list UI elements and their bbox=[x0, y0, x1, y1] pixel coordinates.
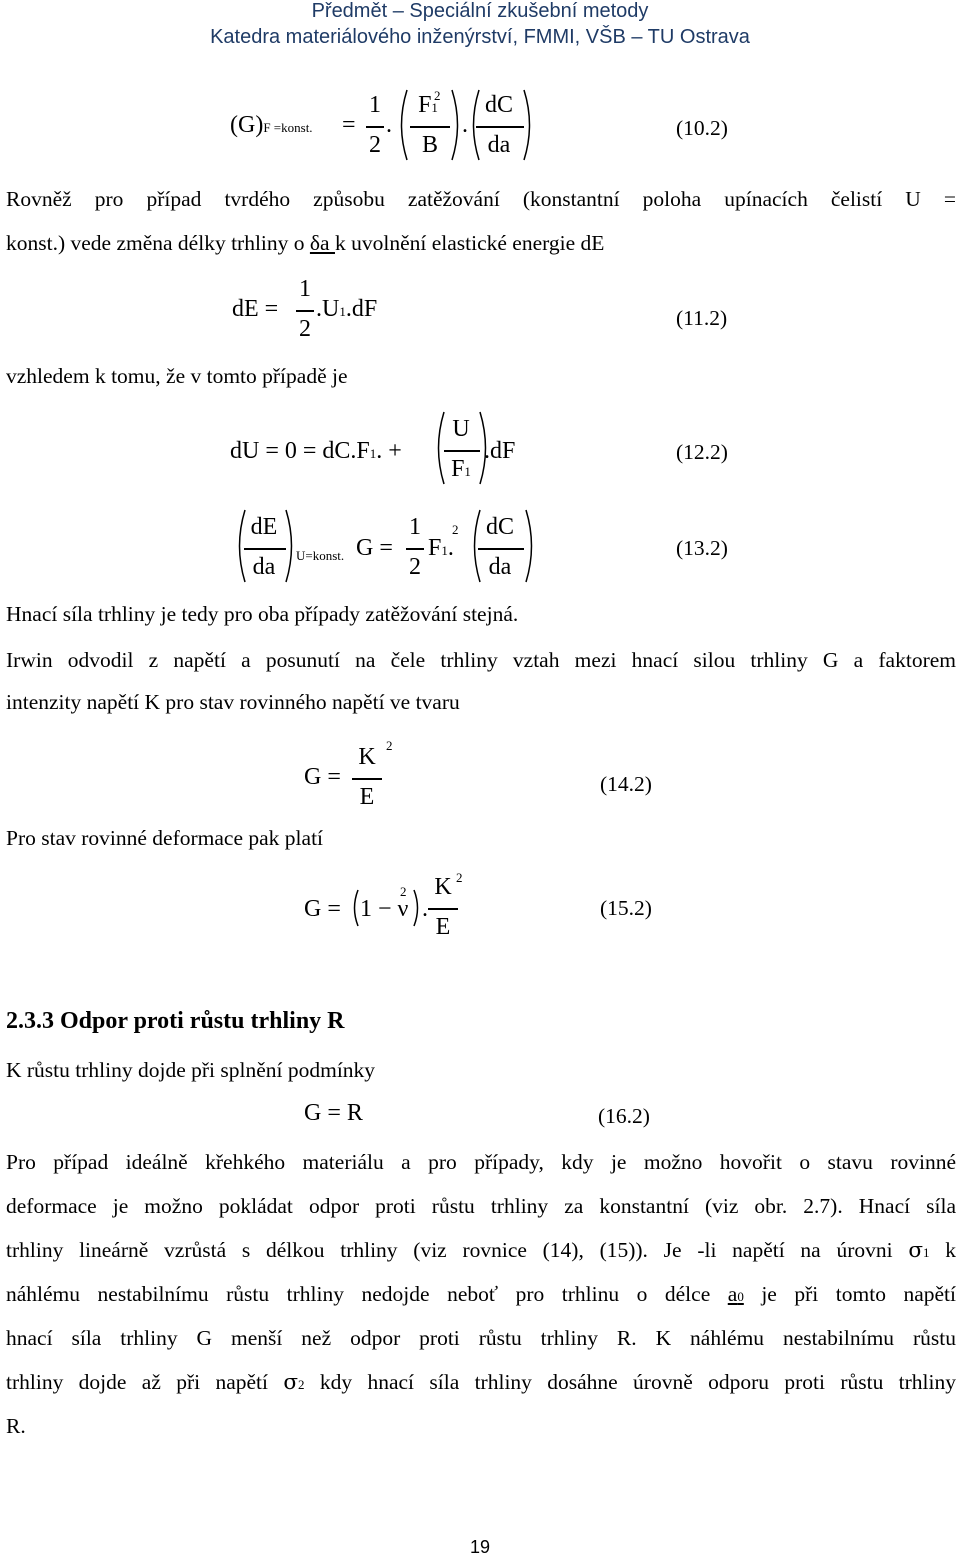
eq15-sup: 2 bbox=[456, 870, 463, 885]
eq14-number: (14.2) bbox=[600, 772, 652, 796]
eq10-frac3-bar bbox=[476, 126, 524, 128]
eq10-frac1-den: 2 bbox=[369, 132, 381, 158]
eq13-g: G = bbox=[356, 535, 393, 561]
delta-a-underlined: δa bbox=[309, 231, 335, 255]
eq10-dot1: . bbox=[386, 112, 392, 138]
paragraph-3: Hnací síla trhliny je tedy pro oba případy zatěžování stejná. bbox=[6, 602, 519, 626]
eq10-frac3-num: dC bbox=[484, 92, 513, 118]
eq14-sup: 2 bbox=[386, 738, 393, 753]
page-number: 19 bbox=[469, 1537, 491, 1557]
eq11-bar bbox=[296, 310, 314, 312]
eq15-left-paren bbox=[350, 888, 360, 928]
eq10-frac1-num: 1 bbox=[369, 92, 381, 118]
eq13-number: (13.2) bbox=[676, 536, 728, 560]
eq11-lhs: dE = bbox=[232, 296, 279, 322]
eq14-bar bbox=[352, 778, 382, 780]
eq13-half-bar bbox=[406, 548, 424, 550]
eq12-bar bbox=[444, 450, 480, 452]
eq13-subscript: U=konst. bbox=[296, 548, 345, 563]
paragraph-7-line-2: deformace je možno pokládat odpor proti růstu trhliny za konstantní (viz obr. 2.7). Hnací síla bbox=[6, 1194, 956, 1218]
eq10-frac2-bar bbox=[410, 126, 450, 128]
sigma-1: σ bbox=[908, 1238, 924, 1263]
paragraph-7-line-3: trhliny lineárně vzrůstá s délkou trhliny (viz rovnice (14), (15)). Je -li napětí na úrovni σ1 k bbox=[6, 1238, 957, 1263]
eq15-lhs: G = bbox=[304, 896, 341, 922]
header-department: Katedra materiálového inženýrství, FMMI, VŠB – TU Ostrava bbox=[210, 26, 750, 48]
header-subject: Předmět – Speciální zkušební metody bbox=[311, 0, 649, 22]
sigma-2: σ bbox=[283, 1370, 299, 1395]
eq15-num: K bbox=[434, 874, 452, 900]
section-heading: 2.3.3 Odpor proti růstu trhliny R bbox=[6, 1008, 345, 1034]
eq11-num: 1 bbox=[299, 276, 311, 302]
eq10-left-paren bbox=[395, 88, 409, 162]
paragraph-4-line-1: Irwin odvodil z napětí a posunutí na čele trhliny vztah mezi hnací silou trhliny G a faktorem bbox=[6, 648, 956, 672]
eq10-frac3-den: da bbox=[487, 132, 511, 158]
eq10-lhs: (G) bbox=[230, 112, 264, 138]
eq12-rest: .dF bbox=[484, 438, 516, 464]
eq13-right-paren2 bbox=[524, 508, 538, 584]
eq15-inner: 1 − ν bbox=[360, 896, 409, 922]
eq11-number: (11.2) bbox=[676, 306, 728, 330]
eq15-dot: . bbox=[422, 896, 428, 922]
paragraph-7-line-1: Pro případ ideálně křehkého materiálu a pro případy, kdy je možno hovořit o stavu rovinné bbox=[6, 1150, 956, 1174]
eq10-frac2-den: B bbox=[421, 132, 438, 158]
eq13-de-num: dE bbox=[250, 514, 278, 540]
paragraph-7-line-6: trhliny dojde až při napětí σ2 kdy hnací síla trhliny dosáhne úrovně odporu proti růstu trhliny bbox=[6, 1370, 956, 1395]
eq10-equals: = bbox=[342, 112, 356, 138]
eq10-number: (10.2) bbox=[676, 116, 728, 140]
eq13-half-den: 2 bbox=[409, 554, 421, 580]
eq12-lhs: dU = 0 = dC.F1. + bbox=[230, 438, 402, 464]
eq14-num: K bbox=[358, 744, 376, 770]
eq10-right-paren2 bbox=[522, 88, 536, 162]
eq10-lhs-sub: F =konst. bbox=[263, 120, 313, 135]
eq15-right-paren bbox=[412, 888, 422, 928]
paragraph-5: Pro stav rovinné deformace pak platí bbox=[6, 826, 324, 850]
eq13-dc-den: da bbox=[488, 554, 512, 580]
eq13-f-sup: 2 bbox=[452, 522, 459, 537]
eq14-lhs: G = bbox=[304, 764, 341, 790]
eq13-f: F1. bbox=[428, 535, 454, 561]
eq15-inner-sup: 2 bbox=[400, 884, 407, 899]
paragraph-7-line-4: náhlému nestabilnímu růstu trhliny nedojde neboť pro trhlinu o délce a0 je při tomto napětí bbox=[6, 1282, 956, 1306]
eq13-de-den: da bbox=[252, 554, 276, 580]
eq15-number: (15.2) bbox=[600, 896, 652, 920]
eq15-den: E bbox=[435, 914, 451, 940]
paragraph-2: vzhledem k tomu, že v tomto případě je bbox=[6, 364, 348, 388]
eq14-den: E bbox=[359, 784, 375, 810]
eq13-dc-bar bbox=[478, 548, 524, 550]
eq10-frac2-sup: 2 bbox=[434, 88, 441, 103]
paragraph-1-line-2: konst.) vede změna délky trhliny o δa k uvolnění elastické energie dE bbox=[6, 231, 605, 255]
eq12-num: U bbox=[452, 416, 470, 442]
eq11-rest: .U1.dF bbox=[316, 296, 378, 322]
paragraph-1-line-1: Rovněž pro případ tvrdého způsobu zatěžování (konstantní poloha upínacích čelistí U = bbox=[6, 187, 956, 211]
eq16-expr: G = R bbox=[304, 1100, 363, 1126]
paragraph-6: K růstu trhliny dojde při splnění podmínky bbox=[6, 1058, 376, 1082]
a0-underlined: a0 bbox=[727, 1282, 744, 1306]
eq13-de-bar bbox=[244, 548, 286, 550]
paragraph-7-line-7: R. bbox=[6, 1414, 26, 1438]
eq10-frac2-num: F1 bbox=[418, 92, 438, 118]
eq12-number: (12.2) bbox=[676, 440, 728, 464]
eq10-dot2: . bbox=[462, 112, 468, 138]
paragraph-7-line-5: hnací síla trhliny G menší než odpor proti růstu trhliny R. K náhlému nestabilnímu růstu bbox=[6, 1326, 956, 1350]
eq10-frac1-bar bbox=[366, 126, 384, 128]
eq15-bar bbox=[428, 908, 458, 910]
eq12-den: F1 bbox=[451, 456, 471, 482]
eq13-right-paren bbox=[284, 508, 298, 584]
eq13-half-num: 1 bbox=[409, 514, 421, 540]
eq16-number: (16.2) bbox=[598, 1104, 650, 1128]
eq11-den: 2 bbox=[299, 316, 311, 342]
paragraph-4-line-2: intenzity napětí K pro stav rovinného napětí ve tvaru bbox=[6, 690, 460, 714]
eq13-dc-num: dC bbox=[485, 514, 514, 540]
